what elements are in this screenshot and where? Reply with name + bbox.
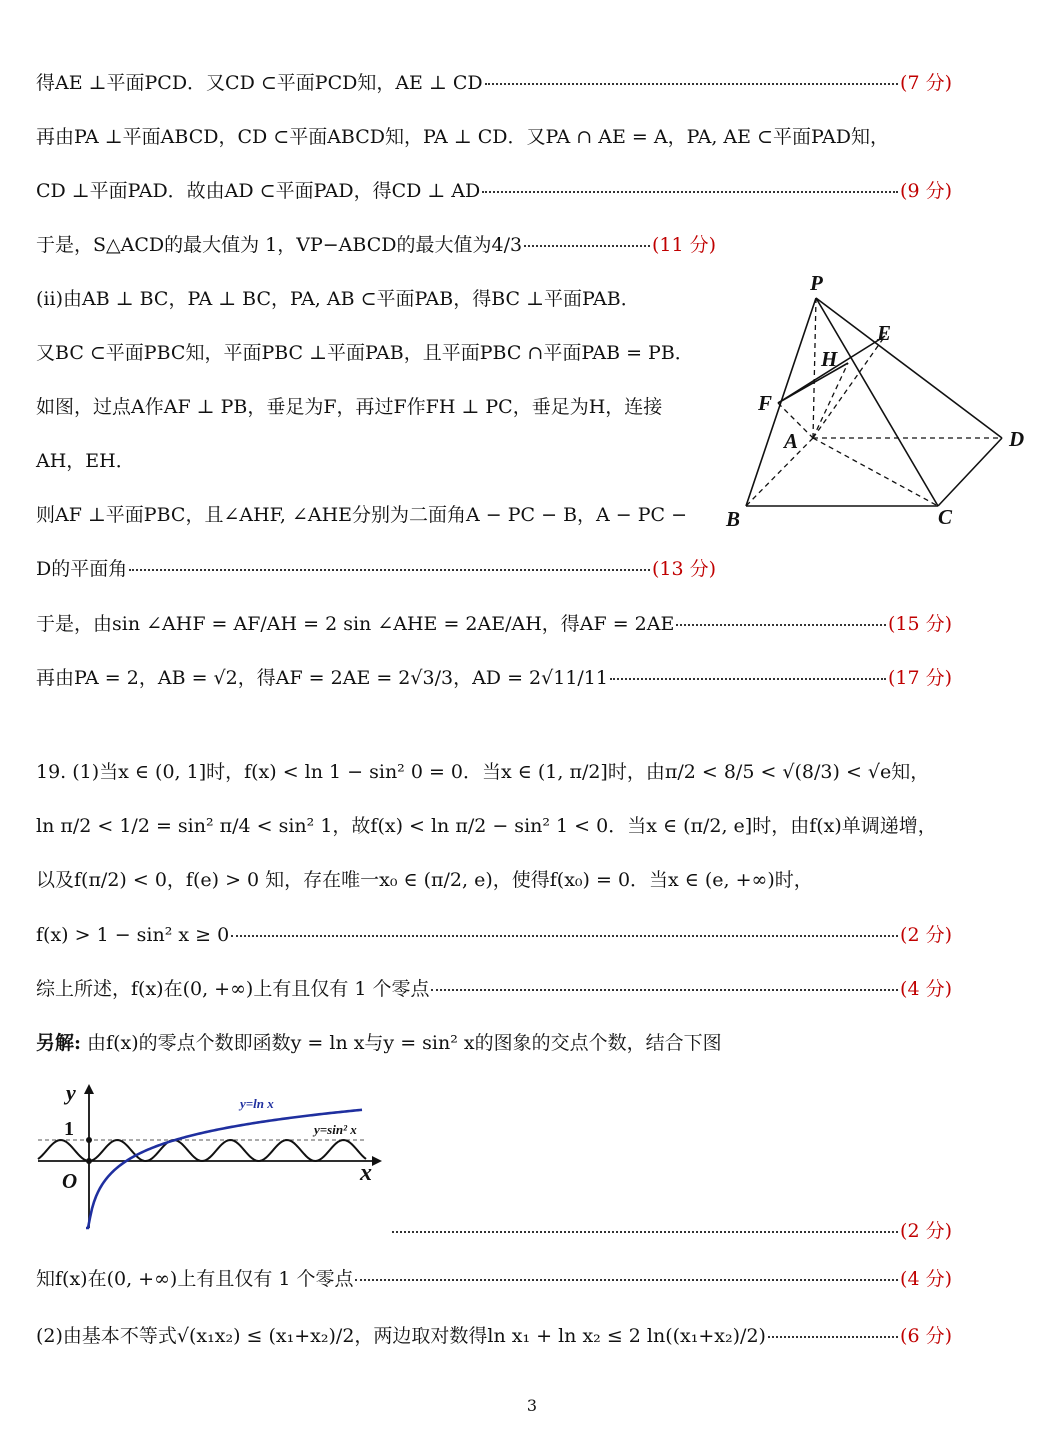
line-text: 由f(x)的零点个数即函数y = ln x与y = sin² x的图象的交点个数，结合下图 <box>81 1032 722 1054</box>
line-text: 再由PA = 2，AB = √2，得AF = 2AE = 2√3/3，AD = 2√11/11 <box>36 667 608 689</box>
function-graph <box>36 1078 386 1238</box>
line-7 <box>36 393 662 421</box>
line-1 <box>36 69 952 97</box>
line-6 <box>36 339 694 367</box>
score: (4 分) <box>900 1268 952 1290</box>
line-text: 再由PA ⊥平面ABCD，CD ⊂平面ABCD知，PA ⊥ CD．又PA ∩ AE = A，PA, AE ⊂平面PAD知， <box>36 126 889 148</box>
score: (4 分) <box>900 978 952 1000</box>
score: (9 分) <box>900 180 952 202</box>
line-text: 于是，由sin ∠AHF = AF/AH = 2 sin ∠AHE = 2AE/AH，得AF = 2AE <box>36 613 675 635</box>
line-text: AH，EH． <box>36 450 135 472</box>
line-9 <box>36 501 687 529</box>
ln-curve-label: y=ln x <box>240 1096 274 1111</box>
score: (17 分) <box>887 667 952 689</box>
score: (2 分) <box>900 1220 952 1242</box>
line-12 <box>36 664 952 692</box>
page-number: 3 <box>526 1396 538 1415</box>
line-text: ln π/2 < 1/2 = sin² π/4 < sin² 1，故f(x) < ln π/2 − sin² 1 < 0．当x ∈ (π/2, e]时，由f(x)单调递增， <box>36 815 937 837</box>
sin-squared-curve <box>38 1140 366 1161</box>
line-text: 又BC ⊂平面PBC知，平面PBC ⊥平面PAB，且平面PBC ∩平面PAB = PB． <box>36 342 694 364</box>
point-one <box>86 1137 92 1143</box>
line-text: 以及f(π/2) < 0，f(e) > 0 知，存在唯一x₀ ∈ (π/2, e)，使得f(x₀) = 0．当x ∈ (e, +∞)时， <box>36 869 813 891</box>
score: (6 分) <box>900 1325 952 1347</box>
y-axis-label: y <box>66 1080 76 1105</box>
line-text: 于是，S△ACD的最大值为 1，VP−ABCD的最大值为4/3 <box>36 234 523 256</box>
score: (15 分) <box>887 613 952 635</box>
line-20 <box>36 1265 952 1293</box>
line-10 <box>36 555 716 583</box>
line-19 <box>390 1217 952 1245</box>
line-18 <box>36 1029 722 1057</box>
label-E: E <box>877 321 892 345</box>
label-D: D <box>1009 427 1025 451</box>
sin-curve-label: y=sin² x <box>314 1122 357 1137</box>
label-F: F <box>758 391 773 415</box>
line-15 <box>36 866 813 894</box>
origin-label: O <box>62 1169 78 1193</box>
line-13 <box>36 758 929 786</box>
line-text: (ii)由AB ⊥ BC，PA ⊥ BC，PA, AB ⊂平面PAB，得BC ⊥平面PAB． <box>36 288 640 310</box>
edge-FH <box>778 363 848 403</box>
alt-solution-label: 另解: <box>36 1032 82 1054</box>
line-17 <box>36 975 952 1003</box>
label-B: B <box>726 507 741 531</box>
line-2 <box>36 123 889 151</box>
score: (13 分) <box>651 558 716 580</box>
line-text: 19. (1)当x ∈ (0, 1]时，f(x) < ln 1 − sin² 0 = 0．当x ∈ (1, π/2]时，由π/2 < 8/5 < √(8/3) < √e知， <box>36 761 930 783</box>
line-text: 则AF ⊥平面PBC，且∠AHF, ∠AHE分别为二面角A − PC − B，A − PC − <box>36 504 688 526</box>
line-text: 如图，过点A作AF ⊥ PB，垂足为F，再过F作FH ⊥ PC，垂足为H，连接 <box>36 396 663 418</box>
line-text: 综上所述，f(x)在(0, +∞)上有且仅有 1 个零点 <box>36 978 430 1000</box>
line-21 <box>36 1322 952 1350</box>
score: (2 分) <box>900 924 952 946</box>
label-P: P <box>810 271 823 295</box>
line-4 <box>36 231 716 259</box>
label-H: H <box>821 347 838 371</box>
x-axis-label: x <box>360 1160 372 1186</box>
score: (7 分) <box>900 72 952 94</box>
y-axis-arrow <box>84 1084 94 1094</box>
line-16 <box>36 921 952 949</box>
edge-AC <box>813 438 938 506</box>
pyramid-figure <box>720 268 1040 538</box>
line-text: D的平面角 <box>36 558 128 580</box>
line-text: CD ⊥平面PAD．故由AD ⊂平面PAD，得CD ⊥ AD <box>36 180 481 202</box>
line-text: f(x) > 1 − sin² x ≥ 0 <box>36 924 230 946</box>
line-5 <box>36 285 640 313</box>
line-8 <box>36 447 135 475</box>
edge-CD <box>938 438 1002 506</box>
edge-AB <box>746 438 813 506</box>
line-text: 知f(x)在(0, +∞)上有且仅有 1 个零点 <box>36 1268 354 1290</box>
line-11 <box>36 610 952 638</box>
one-label: 1 <box>64 1118 74 1140</box>
line-text: (2)由基本不等式√(x₁x₂) ≤ (x₁+x₂)/2，两边取对数得ln x₁ + ln x₂ ≤ 2 ln((x₁+x₂)/2) <box>36 1325 766 1347</box>
edge-AH <box>813 363 848 438</box>
x-axis-arrow <box>372 1156 382 1166</box>
score: (11 分) <box>651 234 716 256</box>
line-text: 得AE ⊥平面PCD．又CD ⊂平面PCD知，AE ⊥ CD <box>36 72 483 94</box>
line-14 <box>36 812 937 840</box>
label-A: A <box>784 429 799 453</box>
label-C: C <box>938 505 953 529</box>
edge-PD <box>816 298 1002 438</box>
edge-PA <box>813 298 816 438</box>
line-3 <box>36 177 952 205</box>
